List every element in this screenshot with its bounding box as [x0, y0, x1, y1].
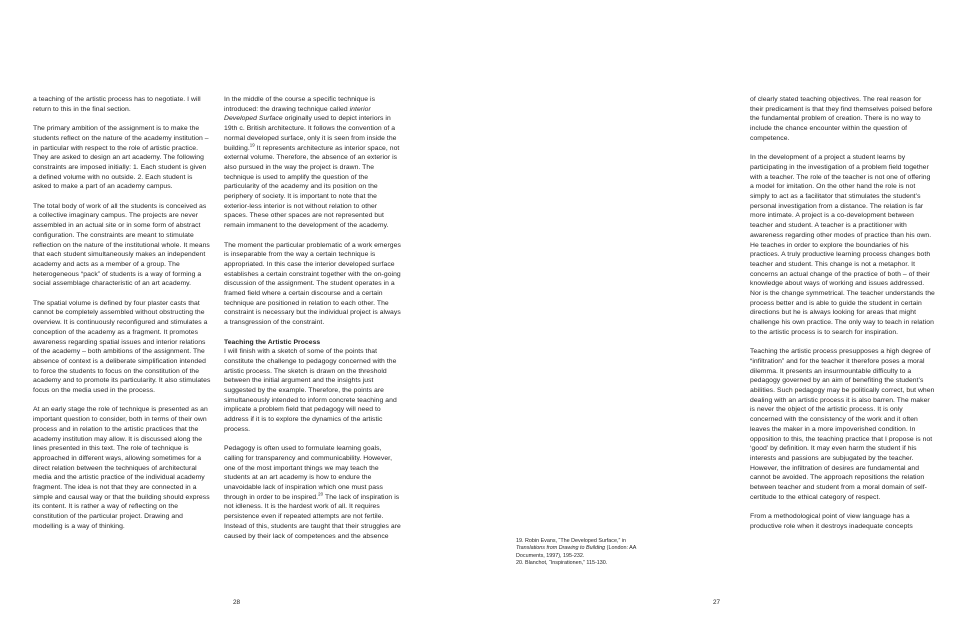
paragraph: At an early stage the role of technique is presented as an important question to consider, both in terms of their own process and in relation to the artistic practices that the academy institution may allow. It is discussed along the lines presented in this text. The role of technique is approached in different ways, allowing sometimes for a direct relation between the techniques of architectural media and the artistic practice of the individual academy fragment. The idea is not that they are connected in a simple and causal way or that the building should express its content. It is rather a way of reflecting on the constitution of the particular project. Drawing and modelling is a way of thinking.	[33, 406, 210, 530]
paragraph: of clearly stated teaching objectives. The real reason for their predicament is that they find themselves poised before the fundamental problem of creation. There is no way to include the chance encounter within the question of competence.	[750, 96, 933, 142]
paragraph: The primary ambition of the assignment is to make the students reflect on the nature of the academy institution – in particular with respect to the role of artistic practice. They are asked to design an art academy. The following constraints are imposed initially: 1. Each student is given a defined volume with no outside. 2. Each student is asked to make a part of an academy campus.	[33, 125, 209, 191]
text-column-3	[750, 95, 936, 532]
footnote-20: 20. Blanchot, “Inspirationen,” 115-130.	[516, 560, 608, 567]
paragraph: Teaching the artistic process presupposes a high degree of “infiltration” and for the teacher it therefore poses a moral dilemma. It presents an insurmountable difficulty to a pedagogy governed by an aim of benefiting the student’s abilities. Such pedagogy may be politically correct, but when dealing with an artistic process it is also barren. The maker is never the object of the artistic process. It is only concerned with the consistency of the work and it often leaves the maker in a more impoverished condition. In opposition to this, the teaching practice that I propose is not ‘good’ by definition. It may even harm the student if his interests and passions are subjugated by the teacher. However, the infiltration of desires are fundamental and cannot be avoided. The approach repositions the relation between teacher and student from a moral domain of self-certitude to the ethical category of respect.	[750, 348, 935, 501]
page-number-right: 27	[713, 599, 721, 606]
text-column-2	[224, 95, 402, 541]
paragraph: a teaching of the artistic process has to negotiate. I will return to this in the final section.	[33, 96, 201, 113]
footnote-19: 19. Robin Evans, “The Developed Surface,” in Translations from Drawing to Building (London: AA Documents, 1997), 195-232.	[516, 538, 637, 559]
section-heading: Teaching the Artistic Process	[224, 338, 321, 346]
paragraph: The total body of work of all the students is conceived as a collective imaginary campus. The projects are never assembled in an actual site or in some form of abstract configuration. The constraints are meant to stimulate reflection on the nature of the institutional whole. It means that each student simultaneously makes an independent academy and acts as a member of a group. The heterogeneous “pack” of students is a way of forming a social assemblage characteristic of an art academy.	[33, 202, 210, 288]
paragraph: In the middle of the course a specific technique is introduced: the drawing technique called interior Developed Surface originally used to depict interiors in 19th c. British architecture. It follows the convention of a normal developed surface, only it is seen from inside the building.$^{19}$ It represents architecture as interior space, not external volume. Therefore, the absence of an exterior is also pursued in the way the project is drawn. The technique is used to amplify the question of the particularity of the academy and its position on the periphery of society. It is important to note that the exterior-less interior is not without relation to other spaces. These other spaces are not represented but remain immanent to the development of the academy.	[224, 96, 400, 230]
footnotes	[516, 538, 652, 568]
paragraph: From a methodological point of view language has a productive role when it destroys inadequate concepts	[750, 513, 913, 530]
paragraph: In the development of a project a student learns by participating in the investigation of a problem field together with a teacher. The role of the teacher is not one of offering a model for imitation. On the other hand the role is not simply to act as a facilitator that stimulates the student’s personal investigation from a distance. The relation is far more intimate. A project is a co-development between teacher and student. A teacher is a practitioner with awareness regarding other modes of practice than his own. He teaches in order to explore the boundaries of his practices. A truly productive learning process changes both teacher and student. This change is not a metaphor. It concerns an actual change of the practice of both – of their knowledge about ways of working and issues addressed. Nor is the change symmetrical. The teacher understands the process better and is able to guide the student in certain directions but he is always looking for areas that might challenge his own practice. The only way to teach in relation to the artistic process is to search for inspiration.	[750, 154, 935, 336]
paragraph: I will finish with a sketch of some of the points that constitute the challenge to pedagogy concerned with the artistic process. The sketch is drawn on the threshold between the initial argument and the insights just suggested by the example. Therefore, the points are simultaneously intended to inform concrete teaching and implicate a problem field that pedagogy will need to address if it is to explore the dynamics of the artistic process.	[224, 348, 397, 433]
paragraph: The moment the particular problematic of a work emerges is inseparable from the way a certain technique is appropriated. In this case the interior developed surface establishes a certain constraint together with the on-going discussion of the assignment. The student operates in a framed field where a certain discourse and a certain technique are positioned in relation to each other. The constraint is necessary but the individual project is always a transgression of the constraint.	[224, 241, 401, 327]
page-number-left: 28	[233, 599, 241, 606]
text-column-1	[33, 95, 211, 532]
paragraph: The spatial volume is defined by four plaster casts that cannot be completely assembled without obstructing the overview. It is continuously reconfigured and stimulates a conception of the academy as a fragment. It promotes awareness regarding spatial issues and interior relations of the academy – both ambitions of the assignment. The absence of context is a deliberate simplification intended to force the students to focus on the constitution of the academy and to promote its particularity. It also stimulates focus on the media used in the process.	[33, 299, 211, 395]
paragraph: Pedagogy is often used to formulate learning goals, calling for transparency and communicability. However, one of the most important things we may teach the students at an art academy is how to endure the unavoidable lack of inspiration which one must pass through in order to be inspired.$^{20}$ The lack of inspiration is not idleness. It is the hardest work of all. It requires persistence even if repeated attempts are not fertile. Instead of this, students are taught that their struggles are caused by their lack of competences and the absence	[224, 445, 401, 540]
